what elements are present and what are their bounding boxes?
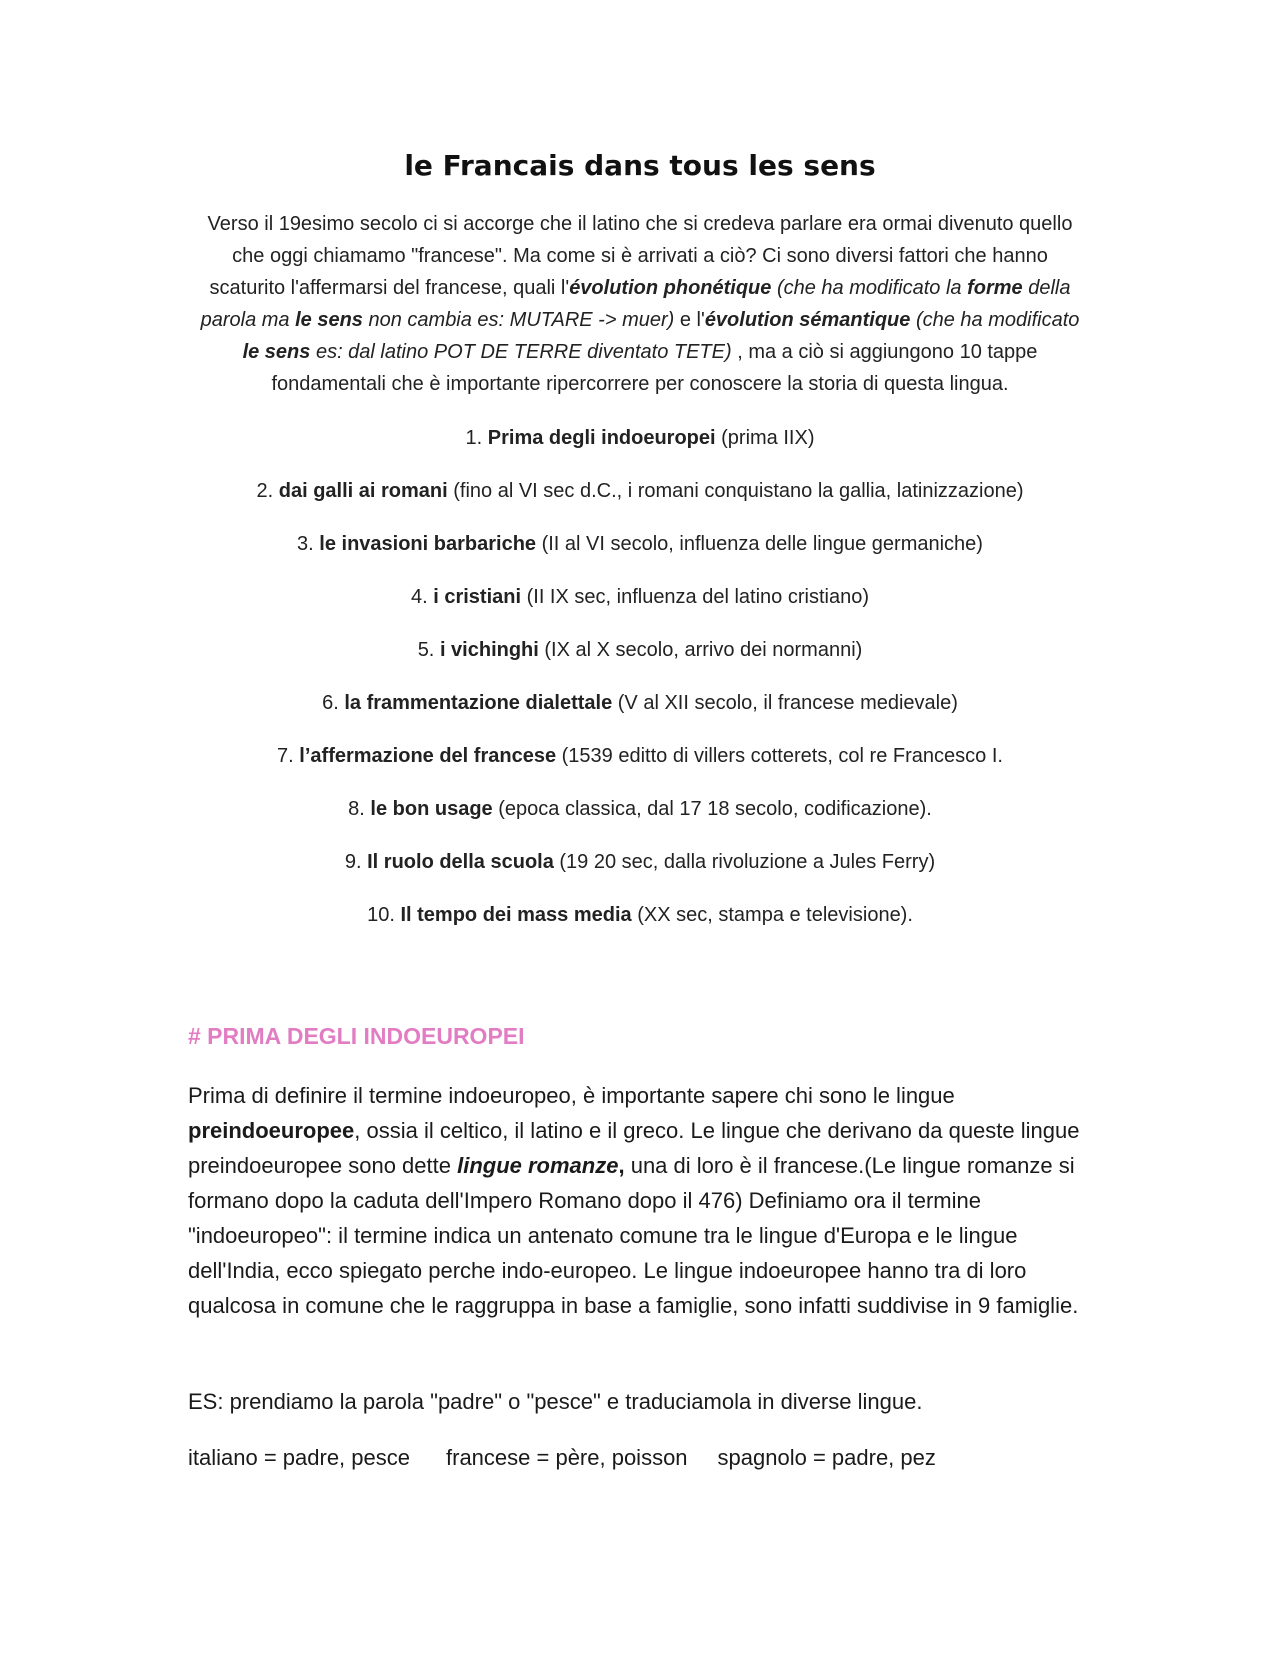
tappa-number: 5. (417, 639, 435, 661)
tappa-detail: (prima IIX) (715, 427, 815, 449)
tappa-number: 7. (277, 745, 294, 767)
tappa-number: 1. (465, 427, 483, 449)
tappe-list (0, 422, 1280, 952)
tappa-number: 10. (367, 904, 395, 926)
tappa-title: Il tempo dei mass media (400, 904, 632, 926)
term-le-sens: le sens (242, 341, 311, 363)
intro-text: (che ha modificato la (771, 277, 968, 299)
tappa-number: 8. (348, 798, 365, 820)
tappa-title: dai galli ai romani (278, 480, 448, 502)
body-text: , (618, 1153, 625, 1178)
tappa-detail: (II al VI secolo, influenza delle lingue germaniche) (536, 533, 983, 555)
tappa-title: i vichinghi (439, 639, 539, 661)
intro-text: es: dal latino POT DE TERRE diventato TETE) (310, 341, 732, 363)
tappa-item (0, 528, 1280, 581)
example-francese: francese = père, poisson (446, 1445, 688, 1470)
tappa-title: i cristiani (433, 586, 522, 608)
body-paragraph (188, 1078, 1098, 1323)
intro-text: e l' (674, 309, 705, 331)
term-lingue-romanze: lingue romanze (457, 1153, 619, 1178)
tappa-number: 3. (297, 533, 314, 555)
term-evolution-phonetique: évolution phonétique (569, 277, 772, 299)
tappa-item (0, 846, 1280, 899)
section-heading: # PRIMA DEGLI INDOEUROPEI (188, 1023, 525, 1049)
term-evolution-semantique: évolution sémantique (704, 309, 911, 331)
intro-text: Verso il 19esimo secolo ci si accorge che il latino che si credeva parlare era ormai divenuto quello che oggi chiamamo "francese". Ma come si è arrivati a ciò? Ci sono diversi fattori che hanno scaturito l'affermarsi del francese, quali l' (207, 213, 1073, 299)
intro-text: , ma a ciò si aggiungono 10 tappe fondamentali che è importante ripercorrere per conoscere la storia di questa lingua. (271, 341, 1038, 395)
tappa-detail: (epoca classica, dal 17 18 secolo, codificazione). (492, 798, 932, 820)
tappa-title: la frammentazione dialettale (344, 692, 613, 714)
term-preindoeuropee: preindoeuropee (188, 1118, 355, 1143)
tappa-number: 4. (410, 586, 428, 608)
term-forme: forme (967, 277, 1023, 299)
tappa-detail: (1539 editto di villers cotterets, col re Francesco I. (556, 745, 1003, 767)
example-spagnolo: spagnolo = padre, pez (717, 1445, 936, 1470)
intro-text: della parola ma (200, 277, 1071, 331)
tappa-item (0, 740, 1280, 793)
tappa-detail: (fino al VI sec d.C., i romani conquistano la gallia, latinizzazione) (447, 480, 1024, 502)
tappa-item (0, 899, 1280, 952)
tappa-number: 2. (256, 480, 274, 502)
body-text: una di loro è il francese.(Le lingue romanze si formano dopo la caduta dell'Impero Romano dopo il 476) Definiamo ora il termine "indoeuropeo": il termine indica un antenato comune tra le lingue d'Europa e le lingue dell'India, ecco spiegato perche indo-europeo. Le lingue indoeuropee hanno tra di loro qualcosa in comune che le raggruppa in base a famiglie, sono infatti suddivise in 9 famiglie. (188, 1153, 1079, 1318)
tappa-number: 9. (344, 851, 362, 873)
tappa-number: 6. (322, 692, 339, 714)
body-text: Prima di definire il termine indoeuropeo, è importante sapere chi sono le lingue (188, 1083, 955, 1108)
intro-text: non cambia es: MUTARE -> muer) (362, 309, 675, 331)
intro-paragraph (196, 208, 1084, 400)
tappa-item (0, 422, 1280, 475)
body-text: , ossia il celtico, il latino e il greco. Le lingue che derivano da queste lingue preindoeuropee sono dette (188, 1118, 1080, 1178)
tappa-detail: (19 20 sec, dalla rivoluzione a Jules Ferry) (553, 851, 936, 873)
example-intro: ES: prendiamo la parola "padre" o "pesce" e traduciamola in diverse lingue. (188, 1389, 923, 1414)
example-italiano: italiano = padre, pesce (188, 1445, 410, 1470)
tappa-detail: (IX al X secolo, arrivo dei normanni) (538, 639, 863, 661)
term-le-sens: le sens (295, 309, 363, 331)
tappa-title: Il ruolo della scuola (367, 851, 554, 873)
tappa-title: le invasioni barbariche (319, 533, 537, 555)
document-title: le Francais dans tous les sens (404, 149, 876, 182)
tappa-item (0, 687, 1280, 740)
tappa-detail: (XX sec, stampa e televisione). (631, 904, 913, 926)
tappa-detail: (V al XII secolo, il francese medievale) (612, 692, 958, 714)
tappa-title: Prima degli indoeuropei (487, 427, 716, 449)
tappa-item (0, 475, 1280, 528)
tappa-item (0, 634, 1280, 687)
examples-line (188, 1440, 1098, 1475)
tappa-item (0, 581, 1280, 634)
tappa-title: le bon usage (370, 798, 493, 820)
tappa-title: l’affermazione del francese (299, 745, 557, 767)
tappa-item (0, 793, 1280, 846)
tappa-detail: (II IX sec, influenza del latino cristiano) (521, 586, 869, 608)
intro-text: (che ha modificato (910, 309, 1080, 331)
